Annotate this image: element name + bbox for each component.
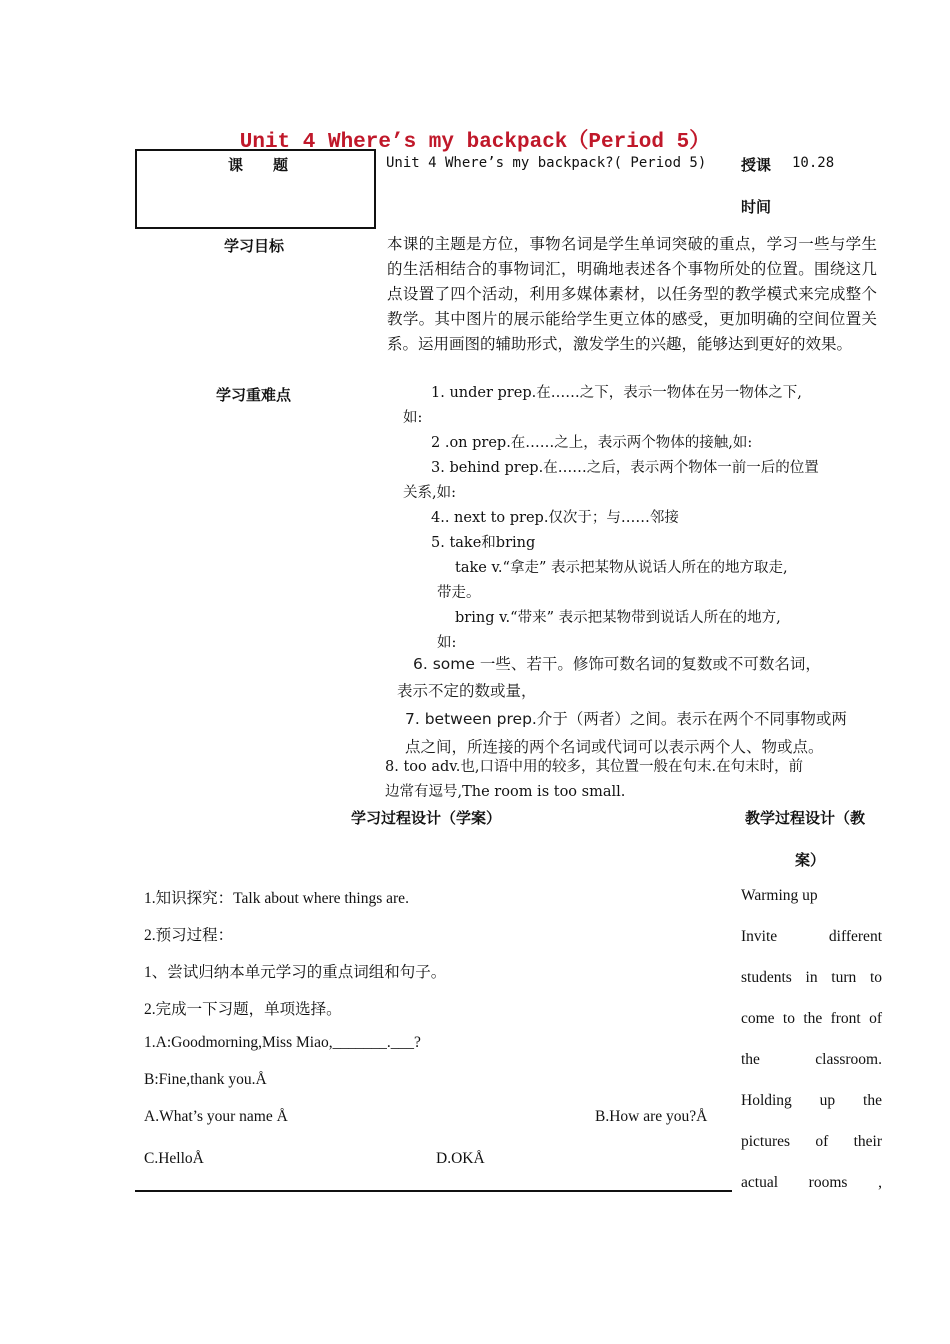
key-point-3-cont: 关系,如: [403, 485, 456, 501]
teaching-line: the classroom. [741, 1051, 882, 1068]
lesson-line-2: 2.预习过程： [144, 927, 234, 944]
objectives-text: 本课的主题是方位，事物名词是学生单词突破的重点，学习一些与学生的生活相结合的事物词汇，明确地表述各个事物所处的位置。围绕这几点设置了四个活动，利用多媒体素材，以任务型的教学模式来完成整个教学。其中图片的展示能给学生更立体的感受，更加明确的空间位置关系。运用画图的辅助形式，激发学生的兴趣，能够达到更好的效果。 [387, 235, 877, 353]
teaching-line: Holding up the [741, 1092, 882, 1109]
key-point-5-take-cont: 带走。 [437, 585, 481, 601]
subject-label: 课 题 [228, 156, 289, 174]
lesson-line-1: 1.知识探究：Talk about where things are. [144, 890, 409, 907]
teaching-process-heading-cont: 案） [795, 851, 826, 869]
lesson-line-4: 2.完成一下习题，单项选择。 [144, 1001, 342, 1018]
option-b: B.How are you?Å [595, 1108, 708, 1125]
key-point-7-cont: 点之间，所连接的两个名词或代词可以表示两个人、物或点。 [405, 738, 824, 756]
teaching-line: actual rooms , [741, 1174, 882, 1191]
key-point-4: 4.. next to prep.仅次于；与……邻接 [431, 510, 679, 526]
question-1: 1.A:Goodmorning,Miss Miao,_______.___? [144, 1034, 421, 1051]
key-point-2: 2 .on prep.在……之上，表示两个物体的接触,如: [431, 435, 753, 451]
teaching-line: Invite different [741, 928, 882, 945]
key-point-6: 6. some 一些、若干。修饰可数名词的复数或不可数名词， [413, 655, 821, 673]
option-c: C.HelloÅ [144, 1150, 204, 1167]
key-point-1-cont: 如: [403, 410, 423, 426]
key-point-3: 3. behind prep.在……之后，表示两个物体一前一后的位置 [431, 460, 819, 476]
option-a: A.What’s your name Å [144, 1108, 288, 1125]
key-point-5-take: take v.“拿走” 表示把某物从说话人所在的地方取走, [455, 560, 788, 576]
answer-line: B:Fine,thank you.Å [144, 1071, 267, 1088]
table-bottom-rule [135, 1190, 732, 1192]
key-points-label: 学习重难点 [216, 386, 292, 404]
teaching-line: come to the front of [741, 1010, 882, 1027]
teaching-line: pictures of their [741, 1133, 882, 1150]
key-point-7: 7. between prep.介于（两者）之间。表示在两个不同事物或两 [405, 710, 847, 728]
teaching-notes [741, 886, 882, 1214]
teaching-line: Warming up [741, 887, 818, 904]
teaching-process-heading: 教学过程设计（教 [745, 809, 866, 827]
time-value: 10.28 [792, 155, 835, 171]
key-point-1: 1. under prep.在……之下，表示一物体在另一物体之下, [431, 385, 802, 401]
learning-process-heading: 学习过程设计（学案） [351, 809, 502, 827]
key-point-6-cont: 表示不定的数或量， [397, 682, 537, 700]
key-point-5-bring: bring v.“带来” 表示把某物带到说话人所在的地方, [455, 610, 781, 626]
time-label-1: 授课 [741, 156, 772, 174]
option-d: D.OKÅ [436, 1150, 485, 1167]
time-label-2: 时间 [741, 198, 772, 216]
subject-value: Unit 4 Where’s my backpack?( Period 5) [386, 155, 707, 171]
key-point-8-cont: 边常有逗号,The room is too small. [385, 784, 626, 800]
lesson-line-3: 1、尝试归纳本单元学习的重点词组和句子。 [144, 964, 447, 981]
document-title: Unit 4 Where’s my backpack（Period 5） [239, 131, 711, 154]
key-point-5-bring-cont: 如: [437, 635, 457, 651]
key-point-8: 8. too adv.也,口语中用的较多，其位置一般在句末.在句末时，前 [385, 759, 804, 775]
key-point-5: 5. take和bring [431, 535, 536, 551]
teaching-line: students in turn to [741, 969, 882, 986]
objectives-label: 学习目标 [224, 237, 285, 255]
